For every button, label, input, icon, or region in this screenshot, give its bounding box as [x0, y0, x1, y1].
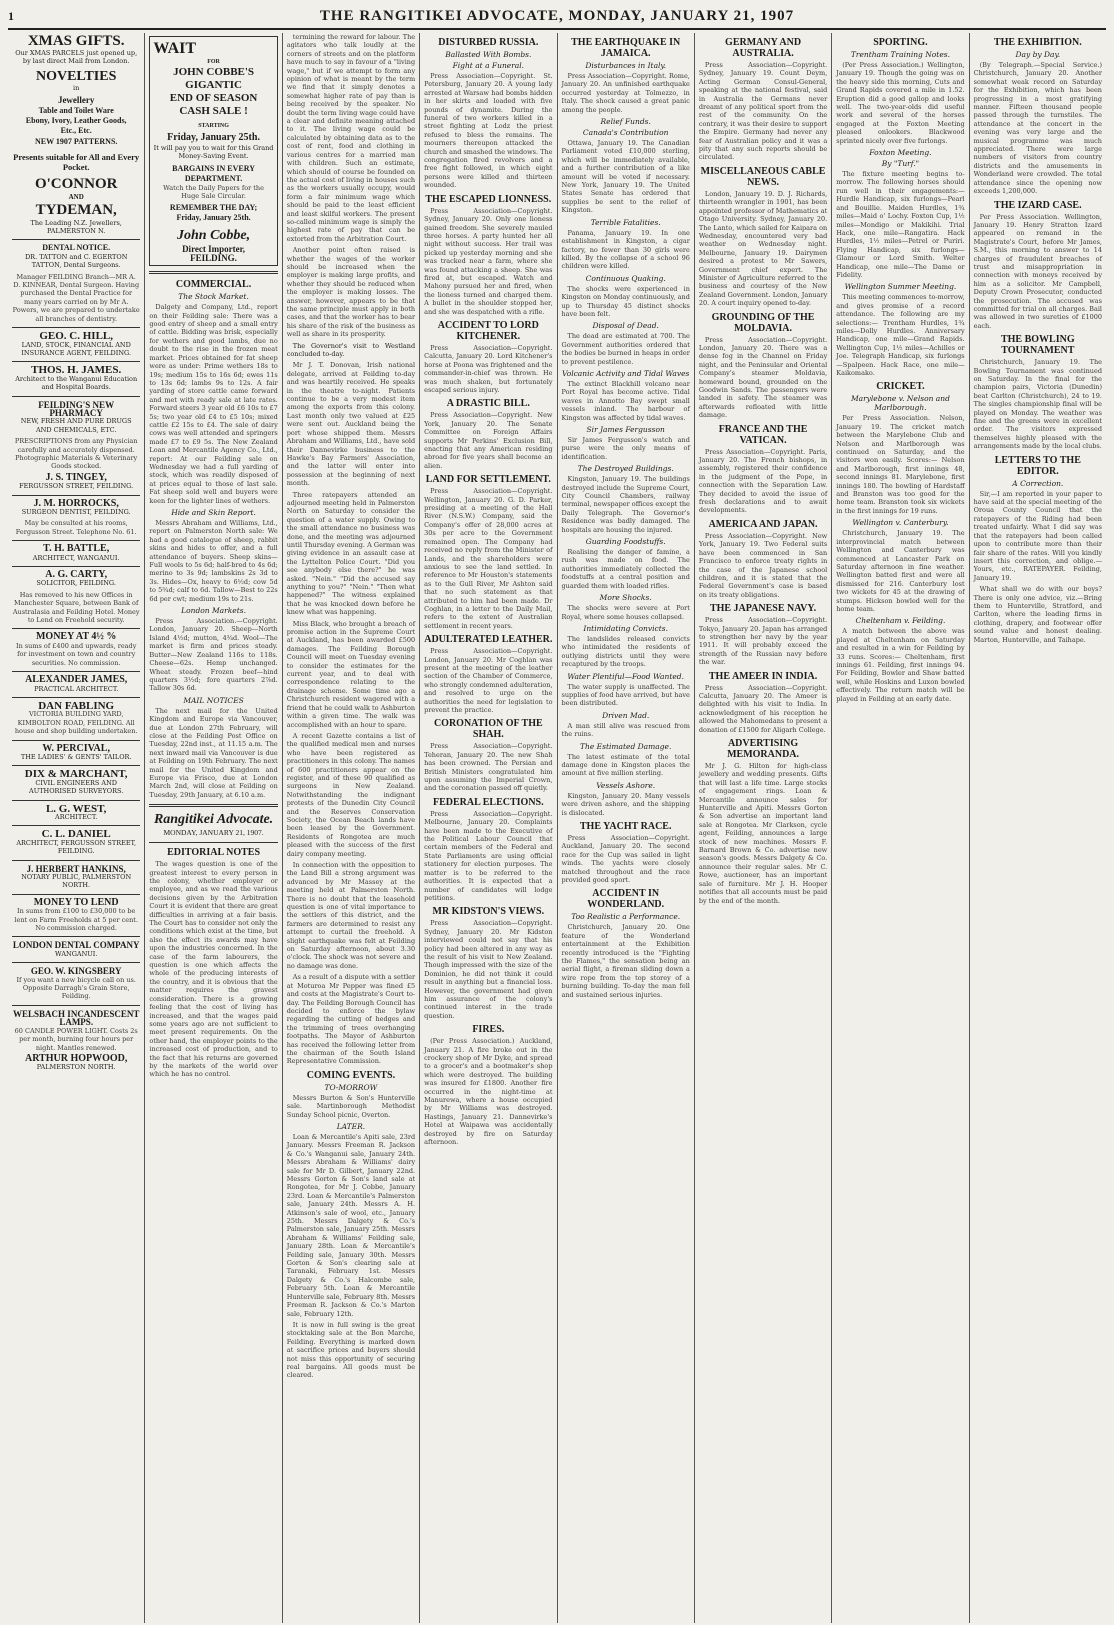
yacht-heading: THE YACHT RACE. — [579, 821, 672, 832]
divider — [12, 628, 140, 629]
russia-subheading: Ballasted With Bombs. — [445, 50, 532, 59]
driven-subheading: Driven Mad. — [602, 710, 650, 720]
dan-body: VICTORIA BUILDING YARD, KIMBOLTON ROAD, FEILDING. All house and shop building undertaken. — [14, 710, 138, 736]
divider — [12, 697, 140, 698]
stock-market-body: Dalgety and Company, Ltd., report on their Feilding sale: There was a good entry of sheep and a small entry of cattle. Bidding was brisk, especially for wethers and good lambs, due no doubt to the rise in the frozen meat market. Prices obtained for fat sheep were as under: Prime wethers 18s to 19s; medium 15s to 16s 6d; ewes 11s to 13s 6d; lambs 9s to 12s. A fair yarding of store cattle came forward and met with ready sale at late rates. Forward steers 3 year old £6 10s to £7 5s; two year old £4 to £5 10s; mixed cattle £2 15s to £4. The sale of dairy cows was well attended and springers made £7 to £9 5s. The New Zealand Loan and Mercantile Agency Co., Ltd., report: At our Feilding sale on Wednesday we had a full yarding of stock, which was readily disposed of at prices equal to those of last sale. Fat sheep sold well and buyers were keen for the lighter lines of wethers. — [149, 303, 278, 505]
xmas-intro: Our XMAS PARCELS just opened up, by last direct Mail from London. — [15, 49, 138, 66]
london-markets-body: Press Association.—Copyright. London, January 20. Sheep—North Island 4½d; mutton, 4¾d. Wool—The market is firm and prices steady. Butter—New Zealand 116s to 118s. Cheese—62s. Hemp unchanged. Wheat steady. Frozen beef—hind quarters 3½d; fore quarters 2⅞d. Tallow 30s 6d. — [149, 617, 278, 693]
geo-hill-sub: LAND, STOCK, FINANCIAL AND INSURANCE AGENT, FEILDING. — [21, 340, 132, 357]
intimidating-body: The landslides released convicts who intimidated the residents of outlying districts until they were recaptured by the troops. — [561, 634, 690, 669]
jewellers-line: The Leading N.Z. Jewellers, PALMERSTON N. — [30, 218, 122, 236]
cable-body: London, January 19. D. J. Richards, thirteenth wrangler in 1901, has been appointed professor of Mathematics at Otago University. Sydney, January 20. The Lanto, which sailed for Kaipara on Wednesday, encountered very bad weather on Wednesday night. Melbourne, January 19. Dairymen desired a protest to Mr Sawers, Government chief expert. The Minister of Agriculture referred to the business and courtesy of the New Zealand Government. London, January 20. A court inquiry opened to-day. — [698, 189, 828, 308]
west-sub: ARCHITECT. — [55, 812, 98, 821]
fergusson-body: Sir James Fergusson's watch and purse were the only means of identification. — [561, 436, 690, 461]
driven-body: A man still alive was rescued from the ruins. — [561, 721, 690, 739]
dead-body: The dead are estimated at 700. The Government authorities ordered that the bodies be burned in heaps in order to prevent pestilence. — [561, 332, 690, 366]
yacht-body: Press Association—Copyright. Auckland, January 20. The second race for the Cup was sailed in light winds. The yachts were closely matched throughout and the race provided good sport. — [561, 834, 690, 885]
germany-body: Press Association—Copyright. Sydney, January 19. Count Deym, Acting German Consul-General, speaking at the national festival, said in Australia the Germans never dreamt of any political sport from the rest of the community. On the contrary, it was their desire to support the Empire. Germany had never any fear of Australian policy and it was a pity that any such reports should be circulated. — [698, 61, 828, 162]
germany-heading: GERMANY AND AUSTRALIA. — [725, 37, 802, 59]
divider — [12, 894, 140, 895]
vatican-heading: FRANCE AND THE VATICAN. — [718, 423, 808, 446]
day-by-day-subheading: Day by Day. — [1015, 50, 1061, 59]
shocks-body: The shocks were severe at Port Royal, where some houses collapsed. — [561, 604, 690, 621]
cobbe-signature: John Cobbe, — [177, 228, 251, 244]
divider — [12, 566, 140, 567]
horrocks-name: J. M. HORROCKS, — [33, 497, 119, 509]
sporting-heading: SPORTING. — [873, 37, 928, 48]
starting-word: STARTING — [198, 123, 229, 130]
gigantic-word: GIGANTIC — [185, 79, 242, 92]
sale-date: Friday, January 25th. — [167, 131, 260, 143]
later-body: Loan & Mercantile's Apiti sale, 23rd January. Messrs Freeman R. Jackson & Co.'s Wanganui sale, January 24th. Messrs Abraham & Williams' dairy sale for Mr D. Gilbert, January 22nd. Messrs Gorton & Son's land sale at Rongotea, for Mr J. Cobbe, January 23rd. Loan & Mercantile's Palmerston sale, January 24th. Messrs A. H. Atkinson's sale of wool, etc., January 25th. Messrs Dalgety & Co.'s Palmerston sale, January 25th. Messrs Abraham & Williams' Feilding sale, January 28th. Loan & Mercantile's Feilding sale, January 30th. Messrs Gorton & Son's clearing sale at Taranaki, February 1st. Messrs Dalgety & Co.'s Halcombe sale, February 5th. Loan & Mercantile Hunterville sale, February 8th. Messrs Freeman R. Jackson & Co.'s Marton sale, February 12th. — [286, 1132, 416, 1318]
quaking-subheading: Continuous Quaking. — [585, 273, 666, 283]
column-4 — [420, 33, 557, 1623]
etc-line: Etc., Etc. — [60, 126, 92, 136]
for-word: FOR — [207, 59, 220, 65]
page-number: 1 — [8, 9, 15, 23]
destroyed-body: Kingston, January 19. The buildings destroyed include the Supreme Court, City Council Chambers, railway terminal, newspaper offices except the Daily Telegraph. The Governor's Residence was badly damaged. The hospitals are housing the injured. — [561, 475, 690, 534]
alexander-sub: PRACTICAL ARCHITECT. — [34, 684, 119, 693]
cricket-heading: CRICKET. — [876, 381, 925, 393]
dan-fabling: DAN FABLING — [38, 699, 115, 712]
intimidating-subheading: Intimidating Convicts. — [583, 623, 668, 633]
guarding-subheading: Guarding Foodstuffs. — [585, 537, 666, 547]
vessels-subheading: Vessels Ashore. — [596, 780, 656, 790]
column-3-lead: termining the reward for labour. The agitators who talk loudly at the corners of streets and on the platform have much to say in favour of a "living wage," but if we attempt to form any opinion of what is meant by the term we find that it simply denotes a somewhat higher rate of pay than is being received by the speaker. No doubt the term living wage could have a clear and definite meaning attached to it. The living wage could be calculated by obtaining data as to the cost of rent, food and clothing in various centres for a married man with children. Such an estimate, which should of course be founded on the actual cost of living in houses such as the workers usually occupy, would form a fair minimum wage which should be paid to the least efficient and least skilful workers. The present so-called minimum wage is simply the highest rate of pay that can be extorted from the Arbitration Court. — [286, 33, 416, 243]
daniel-name: C. L. DANIEL — [41, 828, 111, 841]
london-dental-sub: WANGANUI. — [54, 949, 98, 958]
america-body: Press Association—Copyright. New York, January 19. Two Federal suits have been commenced in San Francisco to enforce treaty rights in the case of the Japanese school children, and it is stated that the Federal Government's case is based on its treaty obligations. — [698, 531, 828, 599]
cheltenham-body: A match between the above was played at Cheltenham on Saturday and resulted in a win for Feilding by 33 runs. Scores:— Cheltenham, first innings 61. Feilding, first innings 94. For Feilding, Bowler and Shaw batted well, while Hoskins and Luxon bowled effectively. The return match will be played in Feilding at an early date. — [836, 627, 965, 703]
foxton-byline: By "Turf." — [881, 159, 920, 169]
ameer-body: Press Association—Copyright. Calcutta, January 20. The Ameer is delighted with his visit to India. In acknowledgment of his reception he allowed the Mahomedans to present a donation of £1500 for Aligarh College. — [698, 683, 828, 734]
quaking-body: The shocks were experienced in Kingston on Monday continuously, and up to Thursday 45 distinct shocks have been felt. — [561, 284, 690, 318]
tatton-line: DR. TATTON and C. EGERTON TATTON, Dental Surgeons. — [24, 252, 128, 270]
stock-market-heading: The Stock Market. — [178, 292, 249, 302]
exhibition-body: (By Telegraph.—Special Service.) Christchurch, January 20. Another somewhat weak record on Saturday for the Exhibition, which has been progressing in a most gratifying manner. Fifteen thousand people passed through the turnstiles. The attendance at the concert in the evening was very large and the musical programme was much appreciated. There were large numbers of visitors from country districts and the amusements in Wonderland were crowded. The total attendance since the opening now exceeds 1,200,000. — [973, 61, 1102, 196]
divider — [12, 765, 140, 766]
hide-skin-body: Messrs Abraham and Williams, Ltd., report on Palmerston North sale: We had a good catalogue of sheep, rabbit skins and hides to offer, and a full attendance of buyers. Sheep skins—Full wools to 5s 6d; half-bred to 4s 6d; merino to 3s 9d; lambskins 2s 3d to 3s. Hides—Ox, heavy to 6½d; cow 5d to 5¾d; calf to 6d. Tallow—Best to 22s 6d per cwt; medium 19s to 21s. — [149, 519, 278, 603]
dead-subheading: Disposal of Dead. — [592, 321, 659, 331]
mail-notices-body: The next mail for the United Kingdom and Europe via Vancouver, due at London 27th February, will close at the Feilding Post Office on Tuesday, 22nd inst., at 11.15 a.m. The next inward mail via Vancouver is due at Feilding on 19th February. The next mail for the United Kingdom and Europe via Frisco, due at London March 2nd, will close at Feilding on Tuesday, 29th January, at 6.10 a.m. — [149, 706, 278, 799]
kitchener-heading: ACCIDENT TO LORD KITCHENER. — [437, 319, 539, 342]
column-1-advertisements — [8, 33, 145, 1623]
bowling-heading: THE BOWLING TOURNAMENT — [1000, 334, 1075, 357]
novelties-heading: NOVELTIES — [35, 68, 117, 84]
land-settlement-body: Press Association—Copyright. Wellington, January 20. G. D. Parker, presiding at a meeting of the Hall River (N.S.W.) Company, said the Company's offer of 28,000 acres at 30s per acre to the Government remained open. The Company had received no reply from the Minister of Lands, and the shareholders were anxious to see the land settled. In reference to Mr Houston's statements as to the Gull River, Mr Ashton said that no such statement as that attributed to him had been made. Dr Coghlan, in a letter to the Daily Mail, refers to the extent of Australian settlement in recent years. — [424, 487, 553, 630]
ebony-line: Ebony, Ivory, Leather Goods, — [25, 116, 127, 126]
wellington-canterbury-body: Christchurch, January 19. The interprovincial match between Wellington and Canterbury was commenced at Lancaster Park on Saturday afternoon in fine weather. Wellington batted first and were all dismissed for 216. Canterbury lost two wickets for 45 at the drawing of stumps. Hickson bowled well for the home team. — [836, 529, 965, 613]
fatalities-subheading: Terrible Fatalities. — [590, 217, 661, 227]
foxton-subheading: Foxton Meeting. — [869, 148, 932, 158]
realistic-subheading: Too Realistic a Performance. — [571, 912, 681, 922]
divider — [12, 740, 140, 741]
pharmacy-heading: FEILDING'S NEW PHARMACY — [38, 399, 115, 418]
masthead — [8, 6, 1106, 30]
hopwood-sub: PALMERSTON NORTH. — [36, 1063, 116, 1072]
kingsbery-name: GEO. W. KINGSBERY — [30, 966, 122, 977]
cable-heading: MISCELLANEOUS CABLE NEWS. — [700, 165, 826, 188]
fatalities-body: Panama, January 19. In one establishment in Kingston, a cigar factory, no fewer than 30 girls were killed. By the collapse of a school 96 children were killed. — [561, 228, 690, 271]
drastic-bill-body: Press Association—Copyright. New York, January 20. The Senate Committee on Foreign Affairs supports Mr Perkins' Exclusion Bill, enacting that any American residing abroad for five years shall become an alien. — [424, 411, 553, 470]
letters-heading: LETTERS TO THE EDITOR. — [994, 454, 1081, 477]
kitchener-body: Press Association—Copyright. Calcutta, January 20. Lord Kitchener's horse at Poona was frightened and the commander-in-chief was thrown. He was much shaken, but fortunately escaped serious injury. — [424, 343, 553, 394]
thos-james-sub: Architect to the Wanganui Education and Hospital Boards. — [15, 374, 138, 392]
shah-heading: CORONATION OF THE SHAH. — [433, 718, 543, 741]
tomorrow-body: Messrs Burton & Son's Hunterville sale. Martinborough Methodist Sunday School picnic, Overton. — [286, 1093, 416, 1119]
russia-body: Press Association—Copyright. St. Petersburg, January 20. A young lady arrested at Warsaw had bombs hidden in her skirts and loaded with five pounds of dynamite. During the funeral of two workers killed in a street fighting at Lodz the priest refused to bless the remains. The mourners thereupon attacked the church and smashed the windows. The congregation fired revolvers and a free fight followed, in which eight persons were killed and thirteen wounded. — [424, 72, 553, 190]
london-dental: LONDON DENTAL COMPANY — [12, 940, 140, 951]
divider — [149, 804, 277, 807]
dix-marchant: DIX & MARCHANT, — [24, 768, 128, 781]
wellington-body: This meeting commences to-morrow, and gives promise of a record attendance. The following are my selections:— Trentham Hurdles, 1¾ miles—Dolly Hurdles. Anniversary Handicap, one mile—Grand Rapids. Wellington Cup, 1½ miles—Achilles or Joe. Telegraph Handicap, six furlongs—Spalpeen. Hack Race, one mile—Kaikomako. — [836, 293, 965, 377]
end-season: END OF SEASON — [169, 92, 258, 105]
paper-title: Rangitikei Advocate. — [153, 812, 274, 828]
dental-body: Manager FEILDING Branch—MR A. D. KINNEAR, Dental Surgeon. Having purchased the Dental Practice for many years carried on by Mr A. Powers, we are prepared to undertake all branches of dentistry. — [12, 272, 140, 323]
navy-heading: THE JAPANESE NAVY. — [709, 603, 817, 615]
divider — [12, 800, 140, 801]
welsbach-heading: WELSBACH INCANDESCENT LAMPS. — [13, 1008, 140, 1028]
cobbe-advertisement — [149, 36, 277, 266]
column-3-para-4: Three ratepayers attended an adjourned meeting held in Palmerston North on Saturday to consider the question of a water supply. Owing to the small attendance no business was done, and the meeting was adjourned until Thursday evening. A German was giving evidence in an assault case at the Lyttelton Police Court. "Did you see anybody else there?" he was asked. "Nein." "Did the accused say anything to you?" "Nein." "Then what happened?" The witness explained that he was knocked down before he knew what was happening. — [286, 490, 416, 617]
money-heading: MONEY AT 4½ % — [35, 631, 117, 643]
bowling-body: Christchurch, January 19. The Bowling Tournament was continued on Saturday. In the final for the champion pairs, Victoria (Dunedin) beat Carlton (Christchurch), 24 to 19. The singles championship final will be played on Monday. The weather was fine and the greens were in excellent order. The visitors expressed themselves highly pleased with the arrangements made by the local clubs. — [973, 358, 1102, 451]
money-body: In sums of £400 and upwards, ready for investment on town and country securities. No commission. — [16, 641, 137, 667]
fergusson-subheading: Sir James Fergusson — [586, 425, 665, 434]
editorial-heading: EDITORIAL NOTES — [167, 847, 261, 859]
wait-word: WAIT — [153, 40, 197, 57]
pharmacy-sub: NEW, FRESH AND PURE DRUGS AND CHEMICALS, ETC. — [20, 417, 132, 434]
trentham-body: (Per Press Association.) Wellington, January 19. Though the going was on the heavy side this morning, Cuts and Grand Rapids covered a mile in 1.52. Eruption did a good gallop and looks well. The two-year-olds did useful work and several of the horses engaged at the Foxton Meeting pleased onlookers. Blackwood sprinted nicely over five furlongs. — [836, 61, 965, 145]
later-heading: LATER. — [336, 1121, 366, 1131]
columns — [8, 33, 1106, 1623]
oconnor-name: O'CONNOR — [34, 176, 118, 193]
shocks-subheading: More Shocks. — [599, 593, 652, 603]
lioness-body: Press Association—Copyright. Sydney, January 20. Only one lioness gained freedom. She severely mauled three horses. A party hunted her all night without success. Her trail was picked up yesterday morning and she was tracked near a farm, where she was found attacking a sheep. She was fired at, but escaped. Watch and Mahony pursued her and fired, when the lioness turned and charged them. A bullet in the shoulder stopped her, and she was despatched with a rifle. — [424, 206, 553, 316]
kingsbery-body: If you want a new bicycle call on us. Opposite Darragh's Grain Store, Feilding. — [16, 975, 136, 1001]
west-name: L. G. WEST, — [45, 802, 107, 815]
thos-james: THOS. H. JAMES. — [31, 364, 122, 377]
divider — [12, 495, 140, 496]
column-8-footer: What shall we do with our boys? There is only one advice, viz.—Bring them to Hunterville, Stratford, and Carlton, where the leading firms in clothing, drapery, and footwear offer sound value and honest dealing. Marton, Hunterville, and Taihape. — [973, 585, 1102, 644]
column-3-para-5: Miss Black, who brought a breach of promise action in the Supreme Court at Auckland, has been awarded £500 damages. The Feilding Borough Council will meet on Tuesday evening to consider the estimates for the current year, and to deal with correspondence relating to the drainage scheme. Some time ago a Christchurch resident wagered with a friend that he could walk to Ashburton within a given time. The walk was accomplished with an hour to spare. — [286, 619, 416, 729]
cheltenham-subheading: Cheltenham v. Feilding. — [855, 616, 946, 626]
importer-line: Direct Importer, — [182, 244, 246, 255]
correction-subheading: A Correction. — [1012, 478, 1064, 488]
mail-notices-heading: MAIL NOTICES — [183, 695, 244, 705]
hankins-sub: NOTARY PUBLIC, PALMERSTON NORTH. — [21, 873, 132, 890]
divider — [12, 860, 140, 861]
destroyed-subheading: The Destroyed Buildings. — [577, 464, 674, 474]
volcanic-body: The extinct Blackhill volcano near Port Royal has become active. Tidal waves in Annotto Bay swept small vessels inland. The harbour of Kingston was affected by tidal waves. — [561, 379, 690, 422]
canada-body: Ottawa, January 19. The Canadian Parliament voted £10,000 sterling, which will be immediately available, and a further contribution of a like amount will be voted if necessary. New York, January 19. The United States Senate has ordered that supplies be sent to the relief of Kingston. — [561, 139, 690, 215]
percival-sub: THE LADIES' & GENTS' TAILOR. — [20, 752, 132, 761]
divider — [12, 327, 140, 328]
column-6 — [695, 33, 832, 1623]
shah-body: Press Association—Copyright. Teheran, January 20. The new Shah has been crowned. The Persian and British Ministers congratulated him upon assuming the Imperial Crown, and the coronation passed off quietly. — [424, 742, 553, 793]
vessels-body: Kingston, January 20. Many vessels were driven ashore, and the shipping is dislocated. — [561, 791, 690, 817]
russia-subheading-2: Fight at a Funeral. — [452, 61, 525, 70]
and-word: AND — [68, 193, 84, 202]
column-3-para-2: Another point often raised is whether the wages of the worker should be increased when the employer is making large profits, and whether they should be reduced when the employer is making losses. The answer, however, appears to be that the same principle must apply in both cases, and that the worker has to bear his share of the risk of the business as well as share in its prosperity. — [286, 246, 416, 339]
cobbe-name: JOHN COBBE'S — [173, 66, 255, 79]
divider — [12, 396, 140, 397]
izard-body: Per Press Association. Wellington, January 19. Henry Stratton Izard appeared on remand in the Magistrate's Court, before Mr James, S.M., this morning to answer to 14 charges of fraudulent breaches of trust and misappropriation in connection with moneys received by him as a solicitor. Mr Campbell, Deputy Crown Prosecutor, conducted the prosecution. The accused was committed for trial on all charges. Bail was allowed in two sureties of £1000 each. — [973, 212, 1102, 330]
tingey-sub: FERGUSSON STREET, FEILDING. — [19, 482, 134, 491]
editorial-body: The wages question is one of the greatest interest to every person in the colony, whether employer or employee, and as we read the various decisions given by the Arbitration Court it is evident that there are great difficulties in arriving at a fair basis. The Court has to consider not only the conditions which exist at the time, but also the effect its awards may have upon the industries concerned. In the case of the farm labourers, the question is one which affects the whole of the producing interests of the country, and it is obvious that the matter requires the gravest consideration. There is a growing feeling that the cost of living has increased, and that the wages paid some years ago are not sufficient to meet present requirements. On the other hand, the employer points to the increased cost of production, and to the fact that his returns are governed by the markets of the world over which he has no control. — [149, 860, 278, 1079]
bargains-line: BARGAINS IN EVERY DEPARTMENT. — [172, 163, 255, 183]
water-body: The water supply is unaffected. The supplies of food have arrived, but have been distributed. — [561, 682, 690, 708]
novelties-in: in — [73, 83, 80, 92]
divider — [149, 842, 277, 843]
divider — [12, 825, 140, 826]
wellington-subheading: Wellington Summer Meeting. — [844, 282, 957, 292]
guarding-body: Realising the danger of famine, a rush was made on food. The authorities immediately collected the foodstuffs at a central position and guarded them with loaded rifles. — [561, 548, 690, 590]
new-patterns: NEW 1907 PATTERNS. — [34, 137, 118, 147]
tydeman-name: TYDEMAN, — [35, 201, 117, 218]
divider — [12, 1005, 140, 1006]
trentham-subheading: Trentham Training Notes. — [850, 50, 950, 59]
jewellery-line: Jewellery — [57, 95, 95, 106]
cash-sale: CASH SALE ! — [179, 105, 248, 118]
column-3 — [283, 33, 420, 1623]
earthquake-heading: THE EARTHQUAKE IN JAMAICA. — [571, 37, 681, 59]
divider — [12, 361, 140, 362]
percival-name: W. PERCIVAL, — [42, 742, 110, 754]
tomorrow-heading: TO-MORROW — [324, 1082, 378, 1092]
dental-notice: DENTAL NOTICE. — [42, 243, 111, 253]
tingey-name: J. S. TINGEY, — [45, 471, 107, 483]
leather-body: Press Association—Copyright. London, January 20. Mr Coghlan was present at the meeting of the leather section of the Chamber of Commerce, who strongly condemned adulteration, and resolved to urge on the authorities the need for legislation to prevent the practice. — [424, 647, 553, 714]
hankins-name: J. HERBERT HANKINS, — [26, 863, 126, 874]
relief-subheading: Relief Funds. — [600, 117, 651, 127]
moldavia-heading: GROUNDING OF THE MOLDAVIA. — [711, 311, 815, 334]
masthead-title: THE RANGITIKEI ADVOCATE, MONDAY, JANUARY 21, 1907 — [319, 8, 795, 24]
money-lend: MONEY TO LEND — [33, 896, 119, 908]
correction-body: Sir,—I am reported in your paper to have said at the special meeting of the Oroua County Council that the ratepayers of the Riding had been treated unfairly. What I did say was that the ratepayers had been called upon to contribute more than their fair share of the rates. Will you kindly insert this correction, and oblige.—Yours, etc., RATEPAYER. Feilding, January 19. — [973, 489, 1102, 582]
leather-heading: ADULTERATED LEATHER. — [424, 634, 553, 646]
marylebone-body: Per Press Association. Nelson, January 19. The cricket match between the Marylebone Club and Nelson and Marlborough was continued on Saturday, and the visitors won easily. Scores:— Nelson and Marlborough, first innings 48, second innings 81. Marylebone, first innings 180. The bowling of Hardstaff and Branston was too good for the home team. Branston took six wickets in the first innings for 19 runs. — [836, 414, 965, 515]
carty-body: Has removed to his new Offices in Manchester Square, between Bank of Australasia and Feilding Hotel. Money to Lend on Freehold security. — [12, 590, 140, 625]
fires-heading: FIRES. — [472, 1024, 505, 1036]
geo-hill: GEO. C. HILL, — [39, 330, 114, 343]
alexander-name: ALEXANDER JAMES, — [25, 674, 128, 686]
watch-line: Watch the Daily Papers for the Huge Sale Circular. — [163, 183, 264, 201]
estimated-body: The latest estimate of the total damage done in Kingston places the amount at five million sterling. — [561, 752, 690, 778]
hide-skin-heading: Hide and Skin Report. — [171, 508, 256, 517]
column-5 — [558, 33, 695, 1623]
fires-body: (Per Press Association.) Auckland, January 21. A fire broke out in the crockery shop of Mr Dyke, and spread to a grocer's and a bootmaker's shop which were destroyed. The building was insured for £1800. Another fire occurred in the night-time at Manurewa, where a house occupied by Mr Williams was destroyed. Hastings, January 21. Dannevirke's Hotel at Waipawa was accidentally destroyed by fire on Saturday afternoon. — [424, 1037, 553, 1147]
marylebone-subheading: Marylebone v. Nelson and Marlborough. — [850, 394, 950, 413]
carty-name: A. G. CARTY, — [45, 569, 108, 581]
vatican-body: Press Association—Copyright. Paris, January 20. The French bishops, in assembly, registered their confidence in the judgment of the Pope, in connection with the Separation Law. They decided to avoid the issue of fresh declarations and to await developments. — [698, 447, 828, 515]
governor-line: The Governor's visit to Westland concluded to-day. — [286, 341, 416, 359]
welsbach-body: 60 CANDLE POWER LIGHT. Costs 2s per month, burning four hours per night. Mantles renewed. — [14, 1026, 138, 1052]
horrocks-sub: SURGEON DENTIST, FEILDING. — [21, 508, 131, 516]
wellington-canterbury-subheading: Wellington v. Canterbury. — [852, 518, 949, 528]
remember-line: REMEMBER THE DAY; — [169, 203, 258, 213]
volcanic-subheading: Volcanic Activity and Tidal Waves — [561, 368, 690, 378]
pharmacy-body: PRESCRIPTIONS from any Physician carefully and accurately dispensed. Photographic Materials & Veterinary Goods stocked. — [14, 437, 138, 471]
pay-line: It will pay you to wait for this Grand Money-Saving Event. — [153, 143, 274, 161]
russia-heading: DISTURBED RUSSIA. — [438, 37, 539, 48]
divider — [12, 962, 140, 963]
divider — [12, 540, 140, 541]
column-3-para-3: Mr J. T. Donovan, Irish national delegate, arrived at Feilding to-day and was heartily received. He speaks in the theatre to-night. Patients continue to be a very modest item among the exports from this colony. Last month only two valued at £25 were sent out. Auckland being the port whose shipped them. Messrs Abraham and Williams, Ltd., have sold their Dannevirke business to the Hawke's Bay Farmers' Association, and the latter will enter into possession at the beginning of next month. — [286, 361, 416, 488]
money-lend-body: In sums from £100 to £30,000 to be lent on Farm Freeholds at 5 per cent. No commission charged. — [14, 907, 138, 933]
column-3-para-8: As a result of a dispute with a settler at Moturoa Mr Pepper was fined £5 and costs at the Magistrate's Court to-day. The Feilding Borough Council has decided to enforce the bylaw regarding the cutting of hedges and the trimming of trees overhanging footpaths. The Mayor of Ashburton has received the following letter from the chairman of the South Island Representative Commission. — [286, 973, 416, 1066]
drastic-bill-heading: A DRASTIC BILL. — [446, 398, 530, 410]
kidston-body: Press Association—Copyright. Sydney, January 20. Mr Kidston interviewed could not say that his policy had been altered in any way as the result of his visit to New Zealand. Though impressed with the size of the Dominion, he did not think it could result in anything but a financial loss. However, the government had given him assurance of the colony's continued interest in the trade question. — [424, 919, 553, 1020]
carty-sub: SOLICITOR, FEILDING. — [36, 579, 116, 588]
paper-date: MONDAY, JANUARY 21, 1907. — [163, 828, 264, 838]
column-2 — [145, 33, 282, 1623]
divider — [12, 671, 140, 672]
land-settlement-heading: LAND FOR SETTLEMENT. — [425, 474, 551, 486]
exhibition-heading: THE EXHIBITION. — [993, 37, 1082, 48]
moldavia-body: Press Association—Copyright. London, January 20. There was a dense fog in the Channel on Friday night, and the Peninsular and Oriental Company's steamer Moldavia, homeward bound, grounded on the Goodwin Sands. The passengers were landed in safety. The steamer was afterwards refloated with little damage. — [698, 335, 828, 420]
column-8 — [970, 33, 1106, 1623]
foxton-body: The fixture meeting begins to-morrow. The following horses should run well in their engagements:— Hurdle Handicap, six furlongs—Pearl and Bouillie. Maiden Hurdles, 1¾ miles—Maid o' Lochy. Foxton Cup, 1½ miles—Mondigo or Makikihi. Trial Hack, one mile—Rangatira. Hack Hurdles, 1½ miles—Petrel or Puriri. Flying Handicap, six furlongs—Glamour or Lord Smith. Welter Handicap, one mile—The Dame or Fidelity. — [836, 170, 965, 279]
advertising-body: Mr J. G. Hilton for high-class jewellery and wedding presents. Gifts that will last a life time. Large stocks of engagement rings. Loan & Mercantile announce sales for Hunterville and Apiti. Messrs Gorton & Son advertise an important land sale at Rongotea. Mr Clarkson, cycle agent, Feilding, announces a large stock of new machines. Messrs F. Barnard Brown & Co. advertise new season's goods. Messrs Dalgety & Co. announce their regular sales. Mr C. Rowe, auctioneer, has an important sale of furniture. Mr J. H. Hooper notifies that all accounts must be paid by the end of the month. — [698, 762, 828, 905]
remember-date: Friday, January 25th. — [176, 213, 251, 223]
izard-heading: THE IZARD CASE. — [994, 199, 1082, 211]
xmas-heading: XMAS GIFTS. — [27, 33, 125, 49]
federal-body: Press Association—Copyright. Melbourne, January 20. Complaints have been made to the Executive of the Political Labour Council that certain members of the Federal and State Parliaments are using official stationery for election purposes. The matter is to be referred to the authorities. It is expected that a number of candidates will lodge petitions. — [424, 809, 553, 902]
estimated-subheading: The Estimated Damage. — [580, 741, 672, 751]
wonderland-body: Christchurch, January 20. One feature of the Wonderland entertainment at the Exhibition recently introduced is the "Fighting the Flames," the sensation being an aerial flight, a fireman sliding down a wire rope from the top storey of a burning building. To-day the man fell and sustained serious injuries. — [561, 923, 690, 999]
coming-events-heading: COMING EVENTS. — [306, 1069, 396, 1081]
horrocks-body: May be consulted at his rooms, Fergusson Street. Telephone No. 61. — [15, 519, 137, 536]
presents-line: Presents suitable for All and Every Pocket. — [13, 152, 140, 173]
battle-sub: ARCHITECT, WANGANUI. — [32, 553, 120, 562]
divider — [12, 936, 140, 937]
america-heading: AMERICA AND JAPAN. — [708, 518, 818, 530]
kidston-heading: MR KIDSTON'S VIEWS. — [432, 906, 545, 918]
daniel-sub: ARCHITECT, FERGUSSON STREET, FEILDING. — [16, 838, 137, 856]
cobbe-town: FEILDING. — [190, 252, 237, 263]
ameer-heading: THE AMEER IN INDIA. — [708, 670, 818, 682]
canada-subheading: Canada's Contribution — [582, 128, 669, 138]
divider — [149, 271, 277, 274]
divider — [12, 239, 140, 240]
column-3-para-9: It is now in full swing is the great stocktaking sale at the Bon Marche, Feilding. Everything is marked down at sacrifice prices and buyers should not miss this opportunity of securing real bargains. All goods must be cleared. — [286, 1320, 416, 1380]
lioness-heading: THE ESCAPED LIONNESS. — [425, 193, 552, 205]
hopwood-name: ARTHUR HOPWOOD, — [24, 1052, 128, 1064]
italy-body: Press Association—Copyright. Rome, January 20. An unfinished earthquake occurred yesterday at Tolmezzo, in Italy. The shock caused a great panic among the people. — [561, 72, 690, 114]
london-markets-heading: London Markets. — [181, 606, 246, 616]
italy-subheading: Disturbances in Italy. — [585, 61, 667, 70]
column-3-para-7: In connection with the opposition to the Land Bill a strong argument was advanced by Mr Massey at the meeting held at Palmerston North. There is no doubt that the leasehold question is one of vital importance to the settlers of this district, and the farmers are determined to resist any attempt to curtail the freehold. A slight earthquake was felt at Feilding on Saturday afternoon, about 3.30 o'clock. The shock was not severe and no damage was done. — [286, 861, 416, 970]
dix-sub: CIVIL ENGINEERS AND AUTHORISED SURVEYORS. — [29, 778, 124, 796]
commercial-heading: COMMERCIAL. — [175, 279, 252, 291]
navy-body: Press Association—Copyright. Tokyo, January 20. Japan has arranged to strengthen her navy by the year 1911. It will probably exceed the strength of the Russian navy before the war. — [698, 616, 828, 667]
federal-heading: FEDERAL ELECTIONS. — [433, 796, 544, 808]
table-ware-line: Table and Toilet Ware — [38, 106, 114, 116]
column-7 — [832, 33, 969, 1623]
advertising-heading: ADVERTISING MEMORANDA. — [727, 738, 800, 760]
battle-name: T. H. BATTLE, — [43, 543, 110, 555]
column-3-para-6: A recent Gazette contains a list of the qualified medical men and nurses who have been registered as practitioners in this colony. The names of 600 practitioners appear on the register, and of these 90 qualified as surgeons in New Zealand. Notwithstanding the indignant protests of the Dunedin City Council and the Reserves Conservation Society, the Ocean Beach lands have been leased by the Government. Residents of Rongotea are much pleased with the success of the first dairy company meeting. — [286, 731, 416, 858]
water-subheading: Water Plentiful—Food Wanted. — [567, 671, 684, 681]
wonderland-heading: ACCIDENT IN WONDERLAND. — [587, 888, 665, 911]
